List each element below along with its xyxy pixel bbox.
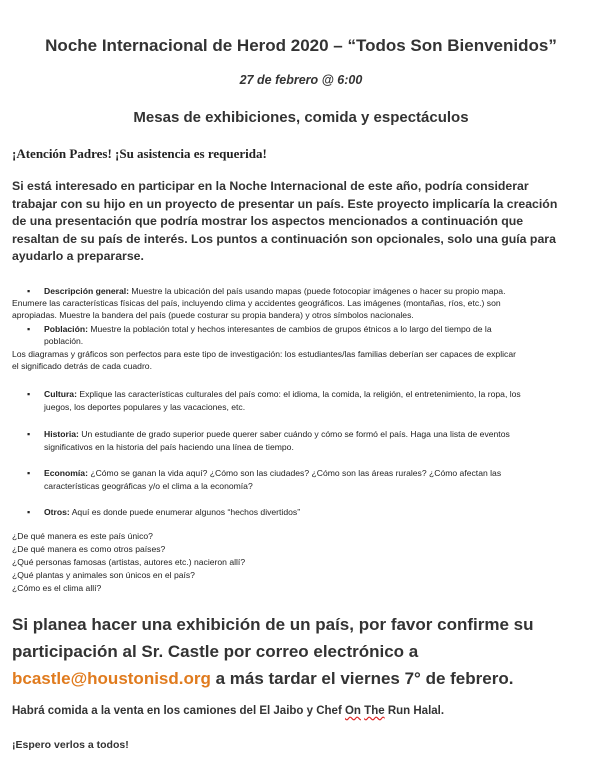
- item-population-cont: población.: [44, 336, 84, 346]
- question-item: ¿De qué manera es como otros países?: [12, 544, 166, 554]
- confirm-deadline: a más tardar el viernes 7° de febrero.: [210, 669, 514, 688]
- food-on: On: [344, 705, 361, 717]
- intro-line: resaltan de su país de interés. Los puntos a continuación son opcionales, solo una guía para: [12, 231, 556, 246]
- item-description-cont: apropiadas. Muestre la bandera del país (puede costurar su propia bandera) y otros símbolos nacionales.: [12, 310, 414, 320]
- item-label: Economía:: [44, 468, 88, 478]
- food-the: The: [364, 705, 385, 717]
- item-population-note: el significado detrás de cada cuadro.: [12, 361, 152, 371]
- food-note: [12, 705, 444, 717]
- item-text: ¿Cómo se ganan la vida aquí? ¿Cómo son las ciudades? ¿Cómo son las áreas rurales? ¿Cómo afectan las: [87, 468, 502, 478]
- item-economy-cont: características geográficas y/o el clima a la economía?: [44, 481, 253, 491]
- item-text: Muestre la población total y hechos interesantes de cambios de grupos étnicos a lo largo del tiempo de la: [87, 324, 492, 334]
- intro-line: trabajar con su hijo en un proyecto de presentar un país. Este proyecto implicaría la creación: [12, 196, 558, 211]
- item-label: Cultura:: [44, 389, 77, 399]
- question-item: ¿Qué personas famosas (artistas, autores etc.) nacieron allí?: [12, 557, 246, 567]
- item-description: [44, 285, 594, 297]
- bullet-icon: ▪: [27, 507, 31, 517]
- question-item: ¿De qué manera es este país único?: [12, 531, 153, 541]
- page-subtitle: Mesas de exhibiciones, comida y espectáculos: [133, 109, 469, 126]
- intro-paragraph: [12, 178, 592, 266]
- confirm-line: [12, 665, 597, 692]
- item-label: Historia:: [44, 429, 79, 439]
- item-history: [44, 428, 594, 440]
- item-others: [44, 506, 594, 518]
- item-description-cont: Enumere las características físicas del país, incluyendo clima y accidentes geográficos. Las imágenes (montañas, ríos, etc.) son: [12, 298, 501, 308]
- item-culture-cont: juegos, los deportes populares y las vacaciones, etc.: [44, 402, 246, 412]
- bullet-icon: ▪: [27, 389, 31, 399]
- item-label: Población:: [44, 324, 88, 334]
- item-text: Explique las características culturales del país como: el idioma, la comida, la religión, el entretenimiento, la ropa, los: [76, 389, 521, 399]
- email-link[interactable]: bcastle@houstonisd.org: [12, 669, 211, 688]
- question-item: ¿Qué plantas y animales son únicos en el país?: [12, 570, 195, 580]
- item-economy: [44, 467, 594, 479]
- item-text: Aquí es donde puede enumerar algunos “hechos divertidos”: [69, 507, 301, 517]
- food-run: Run Halal.: [387, 705, 445, 717]
- confirm-line: participación al Sr. Castle por correo electrónico a: [12, 642, 419, 661]
- intro-line: de una presentación que podría mostrar los aspectos mencionados a continuación que: [12, 214, 524, 229]
- food-text: Habrá comida a la venta en los camiones del El Jaibo y Chef: [12, 705, 345, 717]
- attention-notice: ¡Atención Padres! ¡Su asistencia es requerida!: [12, 146, 267, 161]
- item-history-cont: significativos en la historia del país haciendo una línea de tiempo.: [44, 442, 294, 452]
- page-title: Noche Internacional de Herod 2020 – “Todos Son Bienvenidos”: [45, 36, 557, 55]
- item-text: Muestre la ubicación del país usando mapas (puede fotocopiar imágenes o hacer su propio mapa.: [129, 286, 506, 296]
- event-date: 27 de febrero @ 6:00: [239, 73, 363, 87]
- closing-line: ¡Espero verlos a todos!: [12, 739, 129, 751]
- bullet-icon: ▪: [27, 286, 31, 296]
- item-label: Descripción general:: [44, 286, 130, 296]
- item-label: Otros:: [44, 507, 70, 517]
- item-population-note: Los diagramas y gráficos son perfectos para este tipo de investigación: los estudiantes/las familias deberían ser capaces de explicar: [12, 349, 516, 359]
- confirm-paragraph: [12, 611, 597, 692]
- item-culture: [44, 388, 594, 400]
- intro-line: ayudarlo a prepararse.: [12, 249, 144, 264]
- bullet-icon: ▪: [27, 324, 31, 334]
- bullet-icon: ▪: [27, 429, 31, 439]
- bullet-icon: ▪: [27, 468, 31, 478]
- question-item: ¿Cómo es el clima allí?: [12, 583, 102, 593]
- item-population: [44, 323, 594, 335]
- confirm-line: Si planea hacer una exhibición de un país, por favor confirme su: [12, 615, 534, 634]
- intro-line: Si está interesado en participar en la Noche Internacional de este año, podría considerar: [12, 179, 529, 193]
- item-text: Un estudiante de grado superior puede querer saber cuándo y cómo se formó el país. Haga una lista de eventos: [78, 429, 510, 439]
